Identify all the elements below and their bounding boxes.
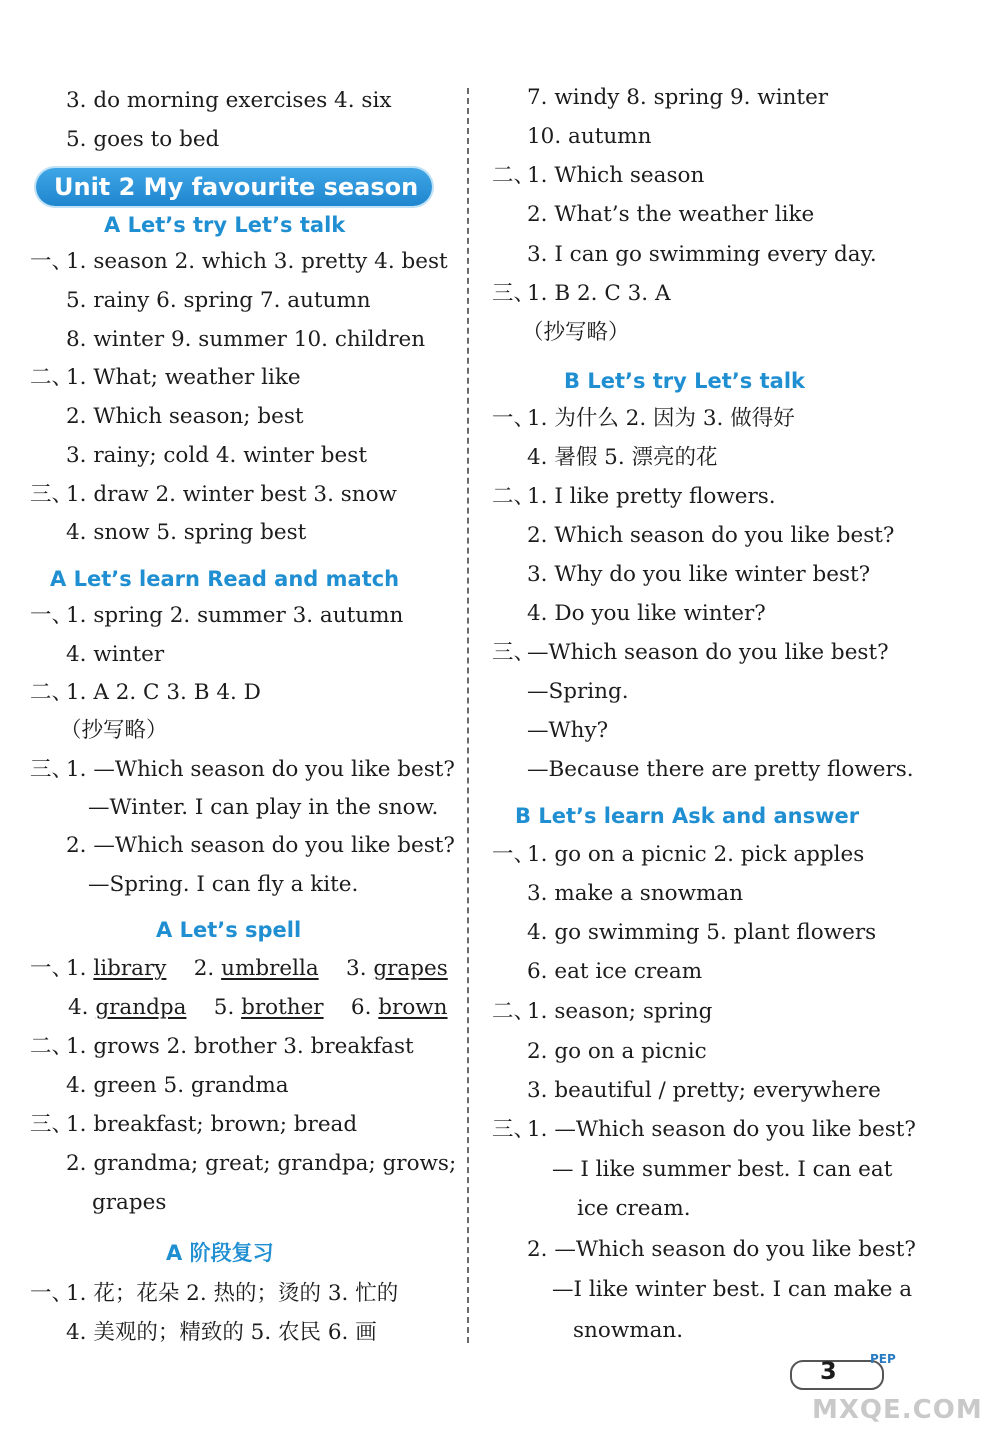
question-marker: 二、 [492,163,536,188]
answer-line: 4. green 5. grandma [66,1073,289,1098]
answer-line: 1. season 2. which 3. pretty 4. best [66,249,448,274]
answer-line: 1. What; weather like [66,365,301,390]
answer-line: 2. grandma; great; grandpa; grows; [66,1151,457,1176]
answer-line: 7. windy 8. spring 9. winter [527,85,829,110]
answer-line: 1. 为什么 2. 因为 3. 做得好 [527,406,795,431]
answer-line: 10. autumn [527,124,652,149]
answer-line: 1. library 2. umbrella 3. grapes [66,956,448,981]
answer-line: —I like winter best. I can make a [552,1277,913,1302]
question-marker: 一、 [30,249,74,274]
question-marker: 一、 [30,1281,74,1306]
question-marker: 二、 [30,365,74,390]
answer-line: 4. winter [66,642,165,667]
answer-line: 4. snow 5. spring best [66,520,307,545]
answer-line: 3. do morning exercises 4. six [66,88,392,113]
answer-line: 1. spring 2. summer 3. autumn [66,603,404,628]
answer-line: 1. B 2. C 3. A [527,281,671,306]
answer-line: 1. season; spring [527,999,713,1024]
answer-line: grapes [92,1190,167,1215]
answer-line: 1. breakfast; brown; bread [66,1112,358,1137]
underlined-word: umbrella [221,956,319,981]
underlined-word: grandpa [95,995,187,1020]
watermark: MXQE.COM [812,1395,983,1425]
question-marker: 二、 [492,999,536,1024]
section-heading: A Let’s learn Read and match [50,567,400,591]
section-heading: B Let’s learn Ask and answer [515,804,860,828]
unit-title-banner: Unit 2 My favourite season [36,168,432,206]
answer-line: 2. Which season do you like best? [527,523,895,548]
section-heading: A Let’s spell [156,918,302,942]
answer-line: 4. Do you like winter? [527,601,766,626]
answer-line: snowman. [573,1318,684,1343]
answer-line: 6. eat ice cream [527,959,703,984]
answer-line: 4. grandpa 5. brother 6. brown [68,995,448,1020]
answer-line: 4. 暑假 5. 漂亮的花 [527,445,718,470]
answer-line: 1. 花；花朵 2. 热的；烫的 3. 忙的 [66,1281,399,1306]
page-number: 3 [820,1357,837,1385]
answer-line: 3. I can go swimming every day. [527,242,877,267]
answer-line: 3. make a snowman [527,881,744,906]
answer-line: —Why? [527,718,609,743]
answer-line: — I like summer best. I can eat [552,1157,893,1182]
answer-line: 2. What’s the weather like [527,202,815,227]
answer-line: 3. Why do you like winter best? [527,562,871,587]
section-heading: B Let’s try Let’s talk [564,369,805,393]
answer-line: 2. —Which season do you like best? [66,833,455,858]
question-marker: 三、 [30,482,74,507]
answer-line: 1. A 2. C 3. B 4. D [66,680,261,705]
answer-line: 1. I like pretty flowers. [527,484,776,509]
answer-line: ice cream. [577,1196,691,1221]
question-marker: 二、 [492,484,536,509]
answer-line: 4. go swimming 5. plant flowers [527,920,877,945]
answer-line: 2. Which season; best [66,404,304,429]
question-marker: 一、 [492,406,536,431]
answer-line: 2. go on a picnic [527,1039,707,1064]
question-marker: 三、 [30,757,74,782]
answer-line: （抄写略） [522,320,630,345]
answer-line: 3. beautiful / pretty; everywhere [527,1078,881,1103]
answer-line: （抄写略） [60,718,168,743]
underlined-word: brother [241,995,324,1020]
question-marker: 一、 [30,956,74,981]
question-marker: 三、 [492,640,536,665]
underlined-word: grapes [373,956,448,981]
answer-line: 1. —Which season do you like best? [527,1117,916,1142]
answer-line: —Spring. I can fly a kite. [88,872,359,897]
section-heading: A Let’s try Let’s talk [104,213,346,237]
answer-line: 5. goes to bed [66,127,220,152]
answer-line: 1. grows 2. brother 3. breakfast [66,1034,414,1059]
question-marker: 三、 [492,1117,536,1142]
answer-line: —Because there are pretty flowers. [527,757,914,782]
question-marker: 一、 [492,842,536,867]
column-divider [467,88,469,1343]
answer-line: 2. —Which season do you like best? [527,1237,916,1262]
question-marker: 三、 [492,281,536,306]
answer-line: 1. Which season [527,163,705,188]
answer-line: 8. winter 9. summer 10. children [66,327,426,352]
answer-line: 1. draw 2. winter best 3. snow [66,482,397,507]
underlined-word: library [93,956,167,981]
question-marker: 一、 [30,603,74,628]
answer-line: 1. —Which season do you like best? [66,757,455,782]
pep-badge: PEP [870,1352,896,1366]
question-marker: 三、 [30,1112,74,1137]
answer-line: 1. go on a picnic 2. pick apples [527,842,865,867]
answer-line: —Winter. I can play in the snow. [88,795,439,820]
section-heading: A 阶段复习 [166,1241,274,1265]
answer-line: 3. rainy; cold 4. winter best [66,443,367,468]
underlined-word: brown [378,995,448,1020]
answer-line: —Which season do you like best? [527,640,889,665]
answer-line: 5. rainy 6. spring 7. autumn [66,288,371,313]
answer-line: —Spring. [527,679,629,704]
answer-line: 4. 美观的；精致的 5. 农民 6. 画 [66,1320,377,1345]
question-marker: 二、 [30,680,74,705]
question-marker: 二、 [30,1034,74,1059]
